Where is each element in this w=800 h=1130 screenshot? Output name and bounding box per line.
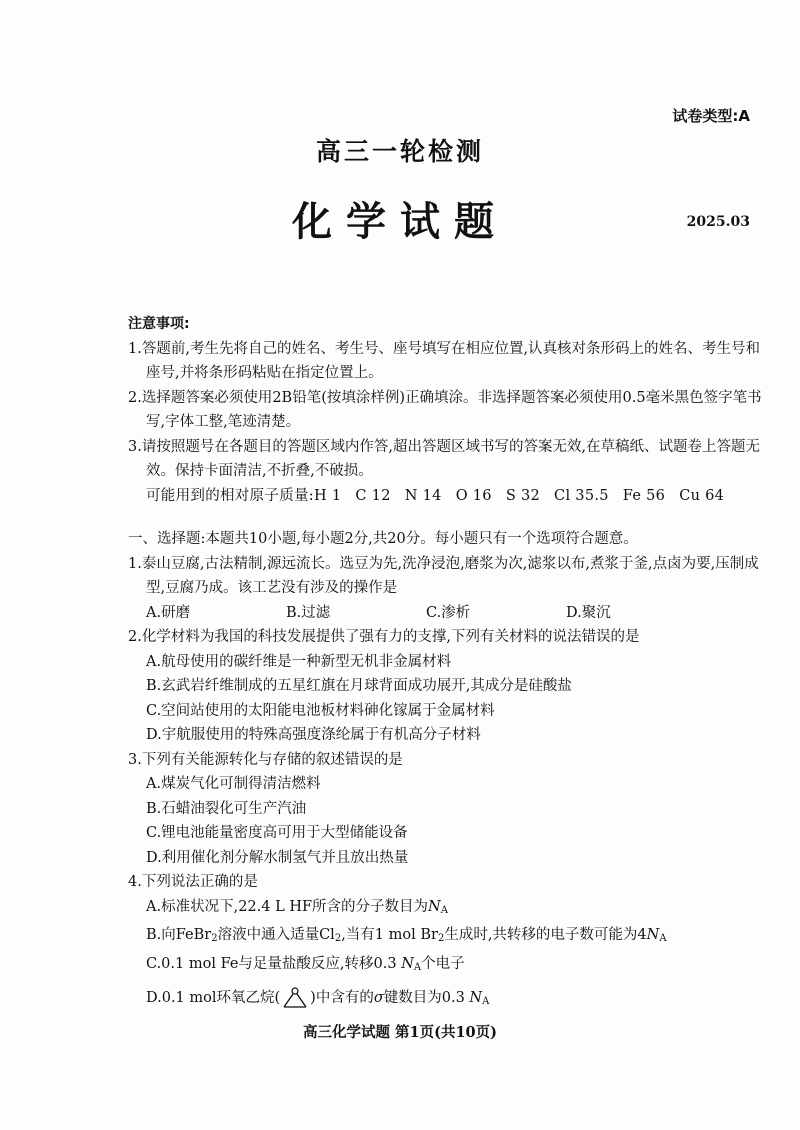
q4-option-c (128, 952, 768, 981)
q3-option-c: C.锂电池能量密度高可用于大型储能设备 (146, 825, 408, 841)
atomic-mass-label: 可能用到的相对原子质量: (146, 487, 314, 504)
avogadro-sub: A (482, 996, 490, 1007)
mass-c: C 12 (355, 487, 391, 504)
section-choice (128, 527, 768, 1015)
question-2-stem: 2.化学材料为我国的科技发展提供了强有力的支撑,下列有关材料的说法错误的是 (128, 629, 640, 645)
exam-title: 化学试题 (292, 198, 508, 245)
q4-b-sub-3: 2 (437, 933, 445, 944)
q4-b-text-3: ,当有1 mol Br (341, 927, 438, 943)
q2-option-b: B.玄武岩纤维制成的五星红旗在月球背面成功展开,其成分是硅酸盐 (146, 678, 572, 694)
notice-block (128, 312, 768, 508)
mass-fe: Fe 56 (622, 487, 666, 504)
q1-option-d: D.聚沉 (566, 604, 611, 621)
q2-option-a: A.航母使用的碳纤维是一种新型无机非金属材料 (146, 653, 452, 670)
ethylene-oxide-structure-icon (280, 987, 310, 1009)
q2-option-c: C.空间站使用的太阳能电池板材料砷化镓属于金属材料 (146, 702, 495, 719)
mass-s: S 32 (505, 487, 541, 504)
q3-option-b: B.石蜡油裂化可生产汽油 (146, 800, 307, 817)
q3-option-a: A.煤炭气化可制得清洁燃料 (146, 776, 321, 792)
q4-option-d (128, 986, 768, 1015)
mass-h: H 1 (313, 487, 342, 504)
question-1-options (128, 601, 768, 626)
avogadro-symbol: N (401, 955, 414, 972)
q4-option-b (128, 923, 768, 952)
q4-option-a (128, 895, 768, 924)
notice-heading: 注意事项: (128, 316, 190, 332)
q4-b-sub-2: 2 (334, 933, 342, 944)
exam-subtitle: 高三一轮检测 (315, 137, 484, 166)
avogadro-sub: A (413, 961, 422, 973)
mass-n: N 14 (404, 487, 442, 504)
q4-b-text-1: B.向FeBr (146, 927, 212, 943)
q4-b-sub-1: 2 (211, 933, 218, 944)
q4-b-text-4: 生成时,共转移的电子数可能为4 (444, 927, 647, 943)
avogadro-symbol: N (646, 927, 660, 943)
q4-d-text-3: 键数目为0.3 (383, 990, 470, 1006)
notice-item-2: 2.选择题答案必须使用2B铅笔(按填涂样例)正确填涂。非选择题答案必须使用0.5毫米黑色签字笔书写,字体工整,笔迹清楚。 (128, 389, 762, 430)
q2-option-d: D.宇航服使用的特殊高强度涤纶属于有机高分子材料 (146, 727, 481, 743)
exam-date: 2025.03 (686, 214, 750, 230)
q4-c-text-1: C.0.1 mol Fe与足量盐酸反应,转移0.3 (146, 955, 402, 972)
q4-a-text: A.标准状况下,22.4 L HF所含的分子数目为 (146, 898, 429, 915)
paper-type-label: 试卷类型:A (672, 107, 750, 125)
avogadro-symbol: N (469, 990, 483, 1006)
mass-cu: Cu 64 (679, 487, 725, 504)
q4-d-text-2: )中含有的 (310, 990, 374, 1006)
q1-option-b: B.过滤 (286, 604, 331, 621)
q4-d-text-1: D.0.1 mol环氧乙烷( (146, 990, 281, 1006)
question-4-stem: 4.下列说法正确的是 (128, 874, 258, 890)
page-footer: 高三化学试题 第1页(共10页) (302, 1024, 498, 1041)
notice-item-3: 3.请按照题号在各题目的答题区域内作答,超出答题区域书写的答案无效,在草稿纸、试题卷上答题无效。保持卡面清洁,不折叠,不破损。 (128, 438, 761, 479)
q1-option-c: C.渗析 (426, 604, 471, 621)
avogadro-sub: A (440, 904, 448, 916)
question-3-stem: 3.下列有关能源转化与存储的叙述错误的是 (128, 751, 403, 768)
atomic-mass-line (128, 484, 768, 509)
q4-b-text-2: 溶液中通入适量Cl (217, 927, 335, 943)
q3-option-d: D.利用催化剂分解水制氢气并且放出热量 (146, 849, 409, 866)
question-1-stem: 1.泰山豆腐,古法精制,源远流长。选豆为先,洗净浸泡,磨浆为次,滤浆以布,煮浆于釜,点卤为要,压制成型,豆腐乃成。该工艺没有涉及的操作是 (128, 555, 759, 596)
mass-o: O 16 (455, 487, 492, 504)
mass-cl: Cl 35.5 (554, 487, 609, 504)
q1-option-a: A.研磨 (146, 604, 191, 621)
avogadro-symbol: N (428, 898, 441, 915)
avogadro-sub: A (659, 933, 667, 944)
notice-item-1: 1.答题前,考生先将自己的姓名、考生号、座号填写在相应位置,认真核对条形码上的姓名、考生号和座号,并将条形码粘贴在指定位置上。 (128, 340, 761, 381)
section-title: 一、选择题:本题共10小题,每小题2分,共20分。每小题只有一个选项符合题意。 (128, 531, 638, 547)
q4-c-text-2: 个电子 (421, 955, 465, 972)
sigma-symbol: σ (373, 990, 384, 1006)
